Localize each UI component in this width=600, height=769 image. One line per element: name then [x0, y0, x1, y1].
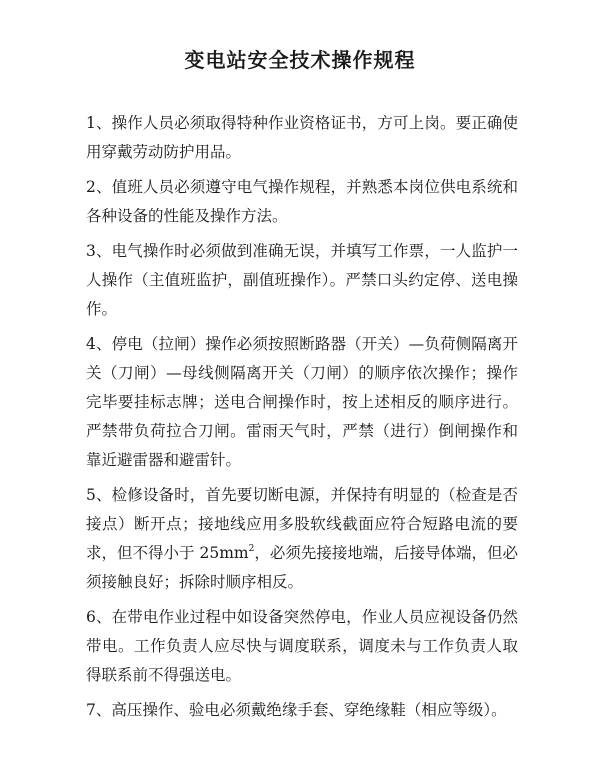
- document-body: [86, 109, 518, 731]
- rule-item-5-superscript: 2: [248, 543, 255, 554]
- document-title: 变电站安全技术操作规程: [184, 48, 416, 72]
- rule-item-6: 6、在带电作业过程中如设备突然停电，作业人员应视设备仍然带电。工作负责人应尽快与调度联系，调度未与工作负责人取得联系前不得强送电。: [86, 608, 518, 684]
- rule-item-1: 1、操作人员必须取得特种作业资格证书，方可上岗。要正确使用穿戴劳动防护用品。: [86, 114, 518, 161]
- rule-item-5-text-after: ，必须先接接地端，后接导体端，但必须接触良好；拆除时顺序相反。: [86, 544, 518, 591]
- rule-item-2: 2、值班人员必须遵守电气操作规程，并熟悉本岗位供电系统和各种设备的性能及操作方法。: [86, 178, 518, 225]
- rule-item-3: 3、电气操作时必须做到准确无误，并填写工作票，一人监护一人操作（主值班监护，副值班操作）。严禁口头约定停、送电操作。: [86, 242, 518, 318]
- rule-item-5: [86, 481, 518, 597]
- rule-item-5-text-before: 5、检修设备时，首先要切断电源，并保持有明显的（检查是否接点）断开点；接地线应用多股软线截面应符合短路电流的要求，但不得小于 25mm: [86, 486, 518, 562]
- rule-item-7: 7、高压操作、验电必须戴绝缘手套、穿绝缘鞋（相应等级）。: [86, 701, 507, 719]
- rule-item-4: 4、停电（拉闸）操作必须按照断路器（开关）—负荷侧隔离开关（刀闸）—母线侧隔离开关（刀闸）的顺序依次操作；操作完毕要挂标志牌；送电合闸操作时，按上述相反的顺序进行。严禁带负荷拉合刀闸。雷雨天气时，严禁（进行）倒闸操作和靠近避雷器和避雷针。: [86, 335, 518, 469]
